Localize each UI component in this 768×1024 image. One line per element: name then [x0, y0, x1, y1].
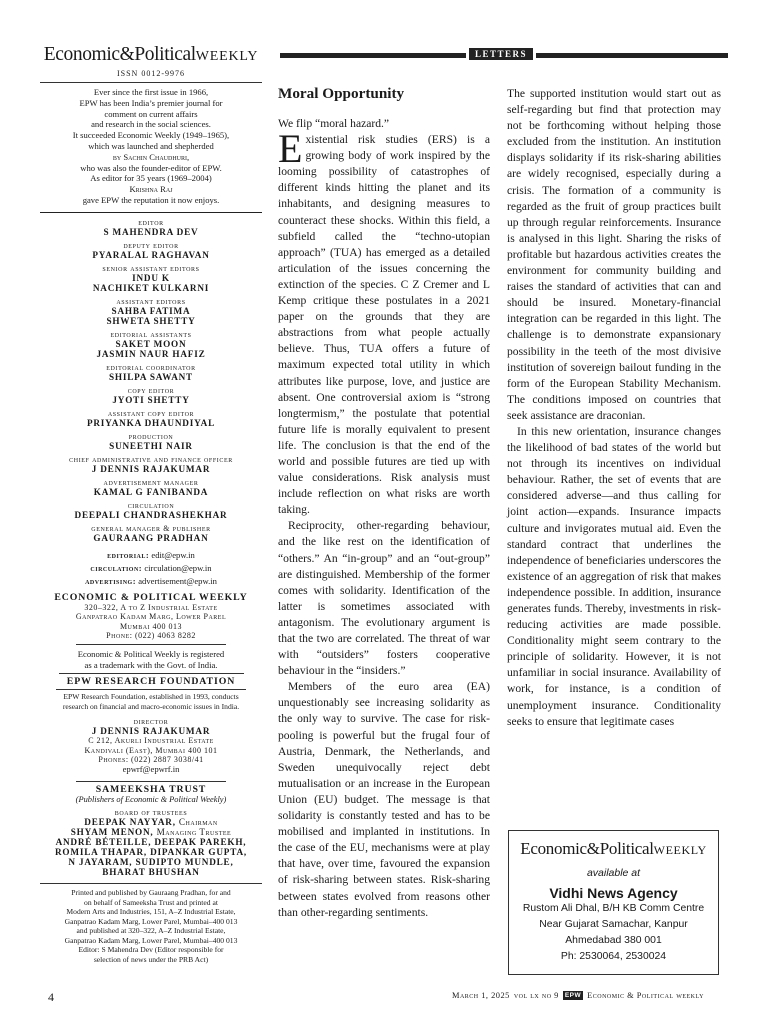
staff-role: deputy editor	[123, 240, 179, 250]
history-line: Ever since the first issue in 1966,	[93, 87, 209, 97]
staff-name: DEEPALI CHANDRASHEKHAR	[74, 509, 228, 520]
trustee-name	[40, 817, 262, 827]
history-line: gave EPW the reputation it now enjoys.	[82, 194, 220, 205]
divider	[76, 644, 226, 645]
imprint-line: and published at 320–322, A–Z Industrial Estate,	[76, 926, 226, 936]
contact-emails	[40, 549, 262, 588]
trademark-line: as a trademark with the Govt. of India.	[84, 659, 218, 670]
contact-editorial	[40, 549, 262, 562]
history-line: which was launched and shepherded	[88, 140, 214, 151]
staff-name: S MAHENDRA DEV	[103, 226, 199, 237]
divider	[56, 689, 246, 690]
staff-role: director	[133, 717, 169, 727]
imprint-line: on behalf of Sameeksha Trust and printed at	[84, 897, 218, 907]
page-number: 4	[48, 990, 54, 1004]
divider	[59, 673, 244, 674]
history-line: EPW has been India’s premier journal for	[79, 97, 223, 108]
staff-role: editorial assistants	[110, 329, 192, 339]
logo-main-text: Economic&Political	[43, 44, 196, 65]
staff-name: J DENNIS RAJAKUMAR	[91, 463, 211, 474]
staff-name: SHILPA SAWANT	[108, 371, 193, 382]
divider	[40, 883, 262, 884]
sameeksha-trust-name: SAMEEKSHA TRUST	[95, 783, 207, 795]
epw-badge-icon: EPW	[564, 992, 582, 999]
staff-name: SUNEETHI NAIR	[109, 440, 193, 451]
trustee: DEEPAK NAYYAR,	[84, 817, 176, 828]
ad-logo-main: Economic&Political	[520, 839, 654, 858]
staff-role: chief administrative and finance officer	[69, 454, 233, 464]
section-label: LETTERS	[466, 48, 536, 60]
article-paragraph	[278, 126, 490, 518]
divider	[40, 212, 262, 213]
staff-role: assistant copy editor	[107, 408, 195, 418]
drop-cap: E	[278, 126, 303, 172]
contact-label: editorial:	[107, 549, 150, 560]
masthead-column	[40, 44, 262, 964]
research-foundation-name: EPW RESEARCH FOUNDATION	[66, 676, 236, 688]
contact-email-link[interactable]: edit@epw.in	[151, 549, 195, 560]
staff-name: INDU K	[132, 272, 170, 283]
trustee-name: BHARAT BHUSHAN	[102, 867, 200, 878]
imprint-line: Editor: S Mahendra Dev (Editor responsible for	[78, 945, 224, 955]
divider	[76, 781, 226, 782]
ad-logo-weekly: WEEKLY	[653, 843, 707, 857]
address-line: Mumbai 400 013	[119, 621, 183, 631]
article-title: Moral Opportunity	[278, 85, 405, 102]
issue-volume: vol lx no 9	[513, 991, 559, 1000]
address-line: Kandivali (East), Mumbai 400 101	[84, 745, 218, 755]
paragraph-text: xistential risk studies (ERS) is a growing body of work inspired by the looming possibility of catastrophes of different kinds hitting the planet and its inhabitants, and designing measures to counteract these shocks. Within this field, a subfield called the “techno-utopian approach” (TUA) has emerged as a detailed articulation of the issues concerning the extinction of the species. C Z Cremer and L Kemp critique these postulates in a 2021 paper on the grounds that they are abstractions from what people actually believe. Thus, TUA offers a future of maximum expected total utility in which attributes like purpose, love, and justice are absent. One controversial axiom is “strong longtermism,” the postulate that potential future life is morally equivalent to present life. The conclusion is that the end of the world and possible futures are tied up with value considerations. Risk analysis must include reflection on what risks are worth taking.	[278, 133, 490, 517]
history-line: comment on current affairs	[104, 108, 198, 119]
staff-role: copy editor	[127, 385, 175, 395]
history-line: Krishna Raj	[129, 184, 173, 195]
staff-role: circulation	[127, 500, 175, 510]
address-line: Phones: (022) 2887 3038/41	[98, 755, 204, 765]
staff-name: SAKET MOON	[115, 338, 187, 349]
article-column-right	[507, 86, 721, 730]
ad-epw-logo	[509, 839, 718, 859]
history-line: As editor for 35 years (1969–2004)	[90, 173, 212, 184]
staff-list	[40, 218, 262, 543]
article-paragraph: In this new orientation, insurance changes the likelihood of bad states of the world but not through its incentives on individual behaviour. Rather, the set of events that are considered adverse—and thus calling for joint action—expands. Insurance impacts culture and invigorates mutual aid. Even the standard contract that underlines the independence of beneficiaries underscores the existence of an aggregation of risk that makes independence possible. In addition, insurance generates funds. Thereby, investments in risk-reducing activities are made possible. Conditionality might seem contrary to the principle of solidarity. However, it is not unfamiliar in social insurance. Availability of work, for instance, is a condition of unemployment insurance. Conditionality seeks to ensure that legitimate cases	[507, 424, 721, 728]
history-line: and research in the social sciences.	[91, 119, 211, 130]
contact-email-link[interactable]: circulation@epw.in	[144, 562, 212, 573]
article-column-left	[278, 86, 490, 921]
trustee-title: Chairman	[178, 817, 218, 828]
staff-name: JYOTI SHETTY	[112, 394, 190, 405]
journal-history	[40, 87, 262, 206]
desc-line: EPW Research Foundation, established in 1993, conducts	[63, 692, 239, 702]
staff-name: NACHIKET KULKARNI	[92, 282, 210, 293]
ad-address-line: Rustom Ali Dhal, B/H KB Comm Centre	[522, 903, 705, 914]
ad-address-line: Ahmedabad 380 001	[565, 935, 662, 946]
trustee-name: N JAYARAM, SUDIPTO MUNDLE,	[68, 857, 234, 868]
research-foundation-desc	[40, 692, 262, 711]
imprint-line: Modern Arts and Industries, 151, A–Z Industrial Estate,	[66, 907, 236, 917]
staff-role: advertisement manager	[103, 477, 199, 487]
history-line: who was also the founder-editor of EPW.	[80, 162, 222, 173]
contact-email-link[interactable]: advertisement@epw.in	[138, 575, 217, 586]
office-phone: Phone: (022) 4063 8282	[106, 630, 196, 640]
staff-name: JASMIN NAUR HAFIZ	[96, 348, 206, 359]
research-foundation-address	[40, 736, 262, 764]
epw-office-name: ECONOMIC & POLITICAL WEEKLY	[54, 591, 248, 603]
address-line: C 212, Akurli Industrial Estate	[88, 736, 214, 746]
staff-role: senior assistant editors	[102, 263, 200, 273]
trustee: SHYAM MENON,	[70, 827, 154, 838]
imprint-line: Ganpatrao Kadam Marg, Lower Parel, Mumbai–400 013	[64, 935, 238, 945]
contact-circulation	[40, 562, 262, 575]
imprint-line: Printed and published by Gauraang Pradhan, for and	[71, 888, 231, 898]
contact-advertising	[40, 575, 262, 588]
trademark-line: Economic & Political Weekly is registered	[77, 649, 225, 660]
contact-label: circulation:	[90, 562, 143, 573]
desc-line: research on financial and macro-economic issues in India.	[62, 701, 240, 711]
epw-logo	[40, 44, 262, 68]
imprint-line: selection of news under the PRB Act)	[93, 954, 209, 964]
staff-role: editorial coordinator	[106, 362, 196, 372]
imprint-note	[40, 888, 262, 964]
ad-phone: Ph: 2530064, 2530024	[560, 951, 667, 962]
issn-number: ISSN 0012-9976	[116, 69, 185, 78]
divider	[40, 82, 262, 83]
trust-subtitle: (Publishers of Economic & Political Weekly)	[75, 794, 227, 804]
article-lead: We flip “moral hazard.”	[278, 117, 390, 130]
research-foundation-email[interactable]: epwrf@epwrf.in	[122, 764, 180, 775]
issue-date: March 1, 2025	[452, 991, 510, 1000]
ad-available-at: available at	[586, 867, 641, 879]
trustee-list	[40, 817, 262, 877]
staff-name: GAURAANG PRADHAN	[93, 532, 209, 543]
staff-name: SHWETA SHETTY	[106, 315, 196, 326]
staff-role: editor	[138, 217, 164, 227]
staff-name: SAHBA FATIMA	[111, 305, 191, 316]
staff-name: J DENNIS RAJAKUMAR	[91, 726, 211, 737]
imprint-line: Ganpatrao Kadam Marg, Lower Parel, Mumbai–400 013	[64, 916, 238, 926]
staff-name: PRIYANKA DHAUNDIYAL	[86, 417, 216, 428]
ad-agency-name: Vidhi News Agency	[549, 885, 678, 901]
staff-name: PYARALAL RAGHAVAN	[92, 249, 210, 260]
journal-name: Economic & Political weekly	[587, 991, 704, 1000]
staff-role: assistant editors	[116, 296, 186, 306]
footer-issue-info	[452, 991, 704, 1000]
staff-role: board of trustees	[114, 808, 188, 818]
trademark-note	[40, 649, 262, 670]
staff-role: general manager & publisher	[91, 523, 211, 533]
article-paragraph: The supported institution would start out as self-regarding but find that protection may not be forthcoming without helping those excluded from the institution. An institution displays solidarity if its risk-sharing abilities are widely recognised, especially during a crisis. The formation of a community is regarded as the fruit of group practices built up through regular reinforcements. Insurance is analysed in this light. Sharing the risks of profitable but hazardous activities creates the environment for community building and raises the standard of activities that can and should be insured. Monetary-financial integration can be regarded in this light. The challenge is to demonstrate expansionary possibility in the teeth of the most divisive institution of sovereign bailout funding in the form of the European Stability Mechanism. The conditions imposed on countries that seek assistance are draconian.	[507, 87, 721, 422]
trustee-name	[40, 827, 262, 837]
article-paragraph: Reciprocity, other-regarding behaviour, and the like rest on the identification of “others.” An “in-group” and an “out-group” are distinguished. Membership of the former comes with solidarity. Identification of the latter is sometimes associated with antagonism. The evolutionary argument is that the two are correlated. The threat of war with “outsiders” fosters cooperative behaviour in the “insiders.”	[278, 519, 490, 678]
address-line: 320–322, A to Z Industrial Estate	[84, 602, 218, 612]
address-line: Ganpatrao Kadam Marg, Lower Parel	[75, 612, 227, 622]
staff-name: KAMAL G FANIBANDA	[93, 486, 209, 497]
trustee-name: ANDRÉ BÉTEILLE, DEEPAK PAREKH,	[55, 837, 247, 848]
history-line: by Sachin Chaudhuri,	[112, 151, 190, 162]
history-line: It succeeded Economic Weekly (1949–1965),	[72, 130, 230, 141]
logo-weekly-text: WEEKLY	[195, 49, 259, 64]
ad-address-line: Near Gujarat Samachar, Kanpur	[539, 919, 688, 930]
contact-label: advertising:	[85, 575, 137, 586]
staff-role: production	[128, 431, 174, 441]
advertisement-box	[508, 830, 719, 975]
article-paragraph: Members of the euro area (EA) unquestionably see increasing solidarity as the only way to survive. The case for risk-pooling is powerful but the frugal four of Austria, Denmark, the Netherlands, and Sweden unequivocally reject debt mutualisation or an increase in the European Union (EU) budget. The message is that solidarity is constantly tested and has to be mobilised and implanted in institutions. In the case of the EU, mechanisms were at play that have, over time, favoured the expansion of risk-sharing between states. Risk-sharing between states evolved from reasons other than other-regarding sentiments.	[278, 680, 490, 919]
trustee-name: ROMILA THAPAR, DIPANKAR GUPTA,	[54, 847, 247, 858]
epw-office-address	[40, 603, 262, 641]
trustee-title: Managing Trustee	[156, 827, 232, 838]
